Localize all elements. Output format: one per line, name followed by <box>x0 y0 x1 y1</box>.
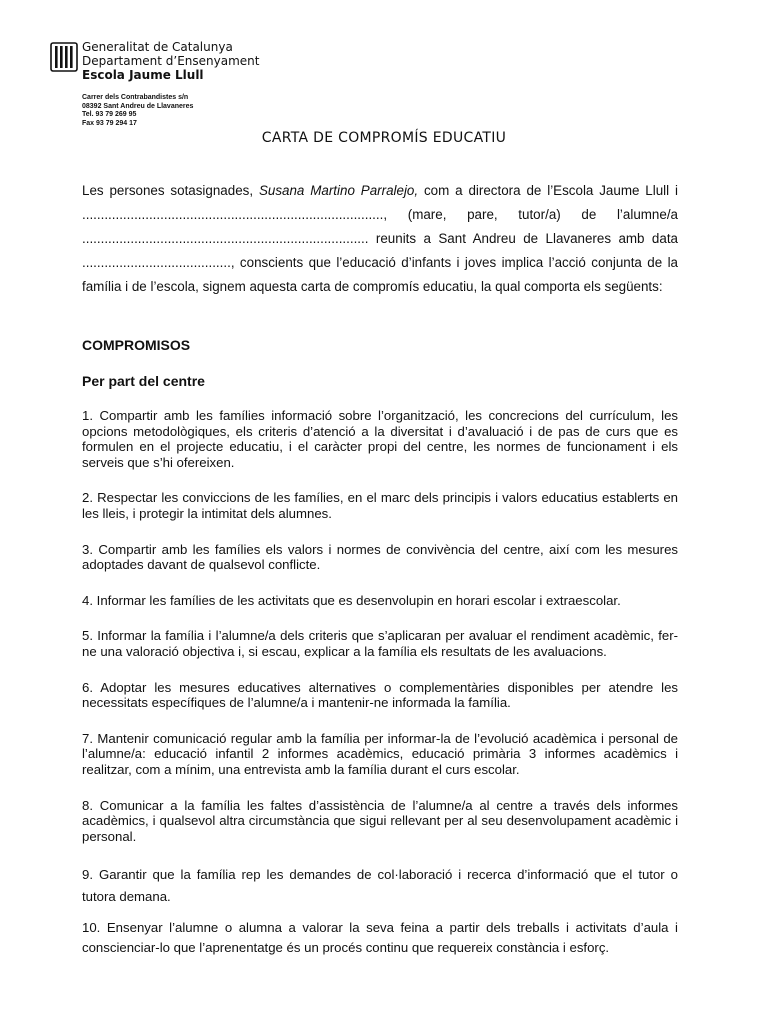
intro-part-2: com a directora de l’Escola Jaume Llull i ................................................................................., (mare, pare, tutor/a) de l’alumne/a ............................................................................. reunits a Sant Andreu de Llavaneres amb data ........................................, conscients que l’educació d’infants i joves implica l’acció conjunta de la família i de l’escola, signem aquesta carta de compromís educatiu, la qual comporta els següents: <box>82 183 678 294</box>
commitment-item-10: 10. Ensenyar l’alumne o alumna a valorar la seva feina a partir dels treballs i activitats d’aula i conscienciar-lo que l’aprenentatge és un procés continu que requereix constància i esforç. <box>82 920 678 956</box>
section-heading-centre: Per part del centre <box>82 373 205 389</box>
intro-paragraph <box>82 179 678 299</box>
organization-name <box>82 40 342 82</box>
org-line-2: Departament d’Ensenyament <box>82 54 260 68</box>
commitment-item-7: 7. Mantenir comunicació regular amb la família per informar-la de l’evolució acadèmica i personal de l’alumne/a: educació infantil 2 informes acadèmics, educació primària 3 informes acadèmics i realitzar, com a mínim, una entrevista amb la família durant el curs escolar. <box>82 730 678 777</box>
commitment-item-8: 8. Comunicar a la família les faltes d’assistència de l’alumne/a al centre a través dels informes acadèmics, i qualsevol altra circumstància que sigui rellevant per al seu desenvolupament acadèmic i personal. <box>82 797 678 844</box>
intro-part-1: Les persones sotasignades, <box>82 183 259 198</box>
contact-block <box>82 94 193 128</box>
commitment-item-3: 3. Compartir amb les famílies els valors i normes de convivència del centre, així com les mesures adoptades davant de qualsevol conflicte. <box>82 541 678 573</box>
commitment-item-9: 9. Garantir que la família rep les demandes de col·laboració i recerca d’informació que el tutor o tutora demana. <box>82 867 678 905</box>
org-line-1: Generalitat de Catalunya <box>82 40 233 54</box>
commitments-list <box>82 408 678 978</box>
contact-address: Carrer dels Contrabandistes s/n <box>82 94 189 101</box>
director-name: Susana Martino Parralejo, <box>258 183 419 198</box>
commitment-item-6: 6. Adoptar les mesures educatives alternatives o complementàries disponibles per atendre les necessitats específiques de l’alumne/a i mantenir-ne informada la família. <box>82 679 678 711</box>
section-heading-compromisos: COMPROMISOS <box>82 337 191 353</box>
document-title: CARTA DE COMPROMÍS EDUCATIU <box>261 130 507 146</box>
contact-city: 08392 Sant Andreu de Llavaneres <box>82 102 194 110</box>
contact-phone: Tel. 93 79 269 95 <box>82 111 137 119</box>
generalitat-logo-icon <box>50 42 78 72</box>
commitment-item-1: 1. Compartir amb les famílies informació sobre l’organització, les concrecions del currículum, les opcions metodològiques, els criteris d’atenció a la diversitat i d’avaluació i de pas de curs que es formulen en el projecte educatiu, i el caràcter propi del centre, les normes de funcionament i els serveis que s’hi ofereixen. <box>82 408 678 470</box>
commitment-item-2: 2. Respectar les conviccions de les famílies, en el marc dels principis i valors educatius establerts en les lleis, i protegir la intimitat dels alumnes. <box>82 490 678 521</box>
contact-fax: Fax 93 79 294 17 <box>82 119 137 127</box>
commitment-item-4: 4. Informar les famílies de les activitats que es desenvolupin en horari escolar i extraescolar. <box>82 592 621 608</box>
school-name: Escola Jaume Llull <box>82 68 204 82</box>
commitment-item-5: 5. Informar la família i l’alumne/a dels criteris que s’aplicaran per avaluar el rendiment acadèmic, fer-ne una valoració objectiva i, si escau, explicar a la família els resultats de les avaluacions. <box>82 628 678 659</box>
